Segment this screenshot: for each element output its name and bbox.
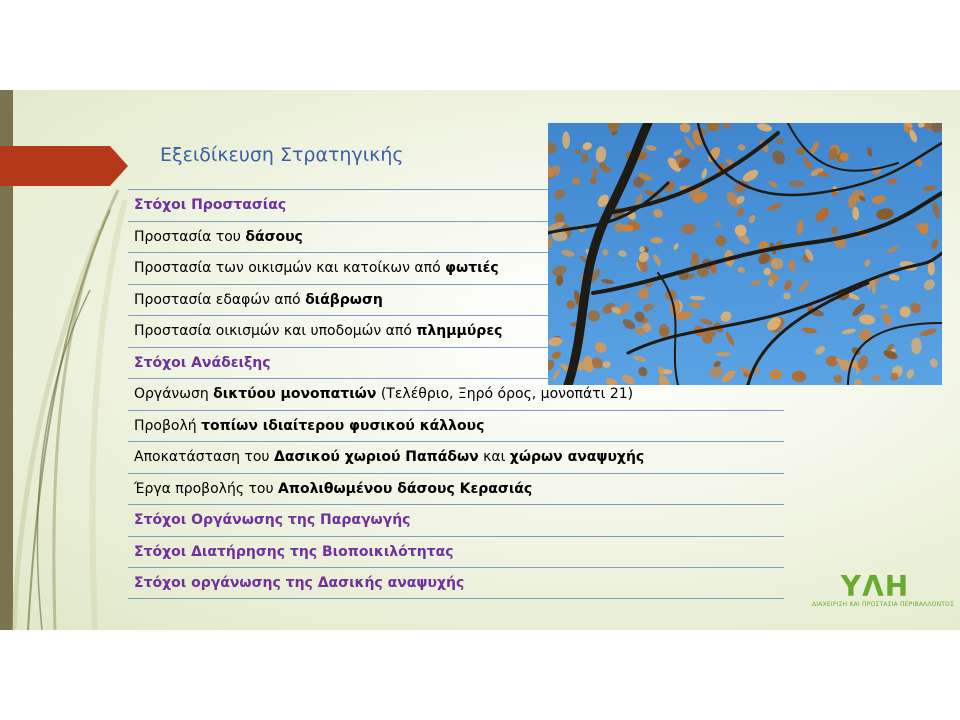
row-text-bold: Δασικού χωριού Παπάδων bbox=[273, 449, 479, 465]
row-text-bold: διάβρωση bbox=[305, 291, 383, 308]
row-text-bold: Στόχοι Προστασίας bbox=[134, 197, 287, 213]
objective-heading-row bbox=[128, 504, 784, 536]
row-text-bold: τοπίων ιδιαίτερου φυσικού κάλλους bbox=[201, 417, 485, 434]
objective-heading-row bbox=[128, 536, 784, 568]
row-text: Προστασία εδαφών από bbox=[134, 291, 306, 308]
row-text: Προστασία οικισμών και υποδομών από bbox=[134, 323, 417, 339]
tree-photo bbox=[548, 123, 942, 385]
row-text: Οργάνωση bbox=[134, 386, 214, 402]
row-text-bold: Στόχοι Οργάνωσης της Παραγωγής bbox=[134, 512, 411, 528]
objective-item-row bbox=[128, 410, 784, 442]
objective-heading-row bbox=[128, 567, 784, 599]
objective-item-row bbox=[128, 473, 784, 505]
yli-logo bbox=[812, 570, 955, 608]
row-text: Προβολή bbox=[134, 417, 202, 434]
row-text: Αποκατάσταση του bbox=[134, 449, 274, 465]
slide bbox=[0, 90, 960, 630]
row-text-bold: Στόχοι Διατήρησης της Βιοποικιλότητας bbox=[134, 543, 454, 560]
row-text-bold: φωτιές bbox=[445, 260, 499, 276]
logo-subtitle: ΔΙΑΧΕΙΡΙΣΗ ΚΑΙ ΠΡΟΣΤΑΣΙΑ ΠΕΡΙΒΑΛΛΟΝΤΟΣ bbox=[812, 601, 955, 608]
title-arrow-shape bbox=[0, 146, 128, 186]
row-text-bold: Στόχοι Ανάδειξης bbox=[134, 354, 271, 371]
row-text-bold: Στόχοι οργάνωσης της Δασικής αναψυχής bbox=[134, 575, 465, 591]
slide-title: Εξειδίκευση Στρατηγικής bbox=[160, 144, 404, 166]
row-text: (Τελέθριο, Ξηρό όρος, μονοπάτι 21) bbox=[376, 386, 634, 402]
row-text: Έργα προβολής του bbox=[134, 480, 279, 497]
row-text: και bbox=[478, 449, 510, 465]
objective-item-row bbox=[128, 441, 784, 473]
row-text: Προστασία των οικισμών και κατοίκων από bbox=[134, 260, 446, 276]
row-text-bold: δικτύου μονοπατιών bbox=[213, 386, 377, 402]
row-text-bold: δάσους bbox=[245, 228, 303, 245]
row-text-bold: χώρων αναψυχής bbox=[509, 449, 645, 465]
row-text: Προστασία του bbox=[134, 228, 246, 245]
logo-mark: ΥΛΗ bbox=[840, 570, 910, 603]
row-text-bold: Απολιθωμένου δάσους Κερασιάς bbox=[278, 480, 533, 497]
row-text-bold: πλημμύρες bbox=[416, 323, 503, 339]
